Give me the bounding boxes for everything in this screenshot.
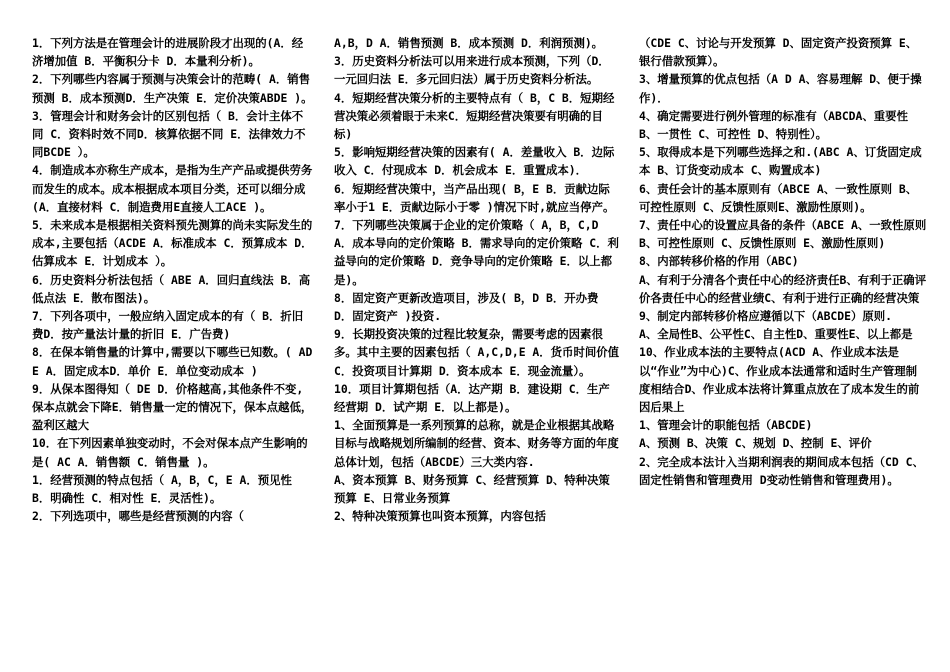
- paragraph: 8．固定资产更新改造项目，涉及( B，D B．开办费 D．固定资产 )投资.: [334, 290, 599, 324]
- paragraph: 5．影响短期经营决策的因素有( A．差量收入 B．边际收入 C．付现成本 D．机会成本 E．重置成本)．: [334, 145, 615, 178]
- paragraph: 10．在下列因素单独变动时，不会对保本点产生影响的是( AC A．销售额 C．销售量 )。: [32, 436, 308, 469]
- paragraph: A,B，D A．销售预测 B．成本预测 D．利润预测)。: [334, 36, 604, 50]
- paragraph: 9．从保本图得知（ DE D．价格越高,其他条件不变,保本点就会下降E．销售量一定的情况下，保本点越低，盈利区越大: [32, 381, 313, 433]
- column-right: [639, 34, 927, 672]
- paragraph: 1、全面预算是一系列预算的总称，就是企业根据其战略目标与战略规划所编制的经营、资本、财务等方面的年度总体计划，包括（ABCDE）三大类内容.: [334, 418, 619, 469]
- paragraph: 1、管理会计的职能包括（ABCDE): [639, 418, 813, 433]
- paragraph: （CDE C、讨论与开发预算 D、固定资产投资预算 E、银行借款预算）。: [639, 36, 918, 69]
- paragraph: 1．经营预测的特点包括（ A，B，C，E A．预见性 B．明确性 C．相对性 E．灵活性)。: [32, 472, 292, 506]
- paragraph: 7．下列各项中，一般应纳入固定成本的有（ B．折旧费D．按产量法计量的折旧 E．广告费): [32, 309, 304, 342]
- paragraph: 8、内部转移价格的作用（ABC): [639, 254, 799, 269]
- paragraph: 10．项目计算期包括（A．达产期 B．建设期 C．生产经营期 D．试产期 E．以上都是)。: [334, 381, 610, 415]
- column-left: [32, 34, 314, 672]
- paragraph: 2、完全成本法计入当期利润表的期间成本包括（CD C、固定性销售和管理费用 D变动性销售和管理费用)。: [639, 454, 924, 487]
- paragraph: 9．长期投资决策的过程比较复杂，需要考虑的因素很多。其中主要的因素包括（ A,C,D,E A．货币时间价值 C．投资项目计算期 D．资本成本 E．现金流量）。: [334, 327, 620, 378]
- paragraph: A、资本预算 B、财务预算 C、经营预算 D、特种决策预算 E、日常业务预算: [334, 472, 610, 506]
- paragraph: 6、责任会计的基本原则有（ABCE A、一致性原则 B、可控性原则 C、反馈性原则E、激励性原则)。: [639, 181, 918, 214]
- paragraph: 5、取得成本是下列哪些选择之和.(ABC A、订货固定成本 B、订货变动成本 C、购置成本): [639, 145, 922, 178]
- paragraph: A、全局性B、公平性C、自主性D、重要性E、以上都是: [639, 327, 913, 342]
- paragraph: 7．下列哪些决策属于企业的定价策略（ A，B，C,D A．成本导向的定价策略 B．需求导向的定价策略 C．利益导向的定价策略 D．竞争导向的定价策略 E．以上都是)。: [334, 218, 619, 287]
- column-middle: [334, 34, 619, 672]
- paragraph: 8．在保本销售量的计算中,需要以下哪些已知数。( ADE A．固定成本D．单价 E．单位变动成本 ): [32, 345, 313, 378]
- paragraph: 3、增量预算的优点包括（A D A、容易理解 D、便于操作)．: [639, 72, 922, 105]
- paragraph: 2．下列哪些内容属于预测与决策会计的范畴( A．销售预测 B．成本预测D．生产决策 E．定价决策ABDE )。: [32, 72, 313, 105]
- paragraph: 4．短期经营决策分析的主要特点有（ B，C B．短期经营决策必须着眼于未来C．短期经营决策要有明确的目标): [334, 90, 615, 142]
- paragraph: 2、特种决策预算也叫资本预算，内容包括: [334, 509, 546, 524]
- paragraph: A、有利于分清各个责任中心的经济责任B、有利于正确评价各责任中心的经营业绩C、有利于进行正确的经营决策: [639, 272, 927, 305]
- paragraph: 5．未来成本是根据相关资料预先测算的尚未实际发生的成本,主要包括（ACDE A．标准成本 C．预算成本 D．估算成本 E．计划成本 ）。: [32, 218, 313, 269]
- paragraph: 10、作业成本法的主要特点(ACD A、作业成本法是以“作业”为中心)C、作业成本法通常和适时生产管理制度相结合D、作业成本法将计算重点放在了成本发生的前因后果上: [639, 345, 920, 415]
- paragraph: 6．短期经营决策中，当产品出现( B，E B．贡献边际率小于1 E．贡献边际小于零 )情况下时,就应当停产。: [334, 181, 615, 214]
- paragraph: 6．历史资料分析法包括（ ABE A．回归直线法 B．高低点法 E．散布图法)。: [32, 272, 311, 305]
- paragraph: A、预测 B、决策 C、规划 D、控制 E、评价: [639, 436, 872, 451]
- paragraph: 7、责任中心的设置应具备的条件（ABCE A、一致性原则 B、可控性原则 C、反馈性原则 E、激励性原则): [639, 218, 927, 251]
- paragraph: 1．下列方法是在管理会计的进展阶段才出现的(A．经济增加值 B．平衡积分卡 D．本量利分析)。: [32, 36, 304, 69]
- paragraph: 3．历史资料分析法可以用来进行成本预测，下列（D．一元回归法 E．多元回归法）属于历史资料分析法。: [334, 54, 610, 87]
- paragraph: 4．制造成本亦称生产成本，是指为生产产品或提供劳务而发生的成本。成本根据成本项目分类，还可以细分成(A．直接材料 C．制造费用E直接人工ACE )。: [32, 163, 313, 214]
- paragraph: 4、确定需要进行例外管理的标准有（ABCDA、重要性 B、一贯性 C、可控性 D、特别性）。: [639, 108, 908, 142]
- paragraph: 3．管理会计和财务会计的区别包括（ B．会计主体不同 C．资料时效不同D．核算依据不同 E．法律效力不同BCDE ）。: [32, 108, 306, 160]
- paragraph: 2．下列选项中，哪些是经营预测的内容（: [32, 509, 244, 524]
- paragraph: 9、制定内部转移价格应遵循以下（ABCDE）原则.: [639, 309, 893, 324]
